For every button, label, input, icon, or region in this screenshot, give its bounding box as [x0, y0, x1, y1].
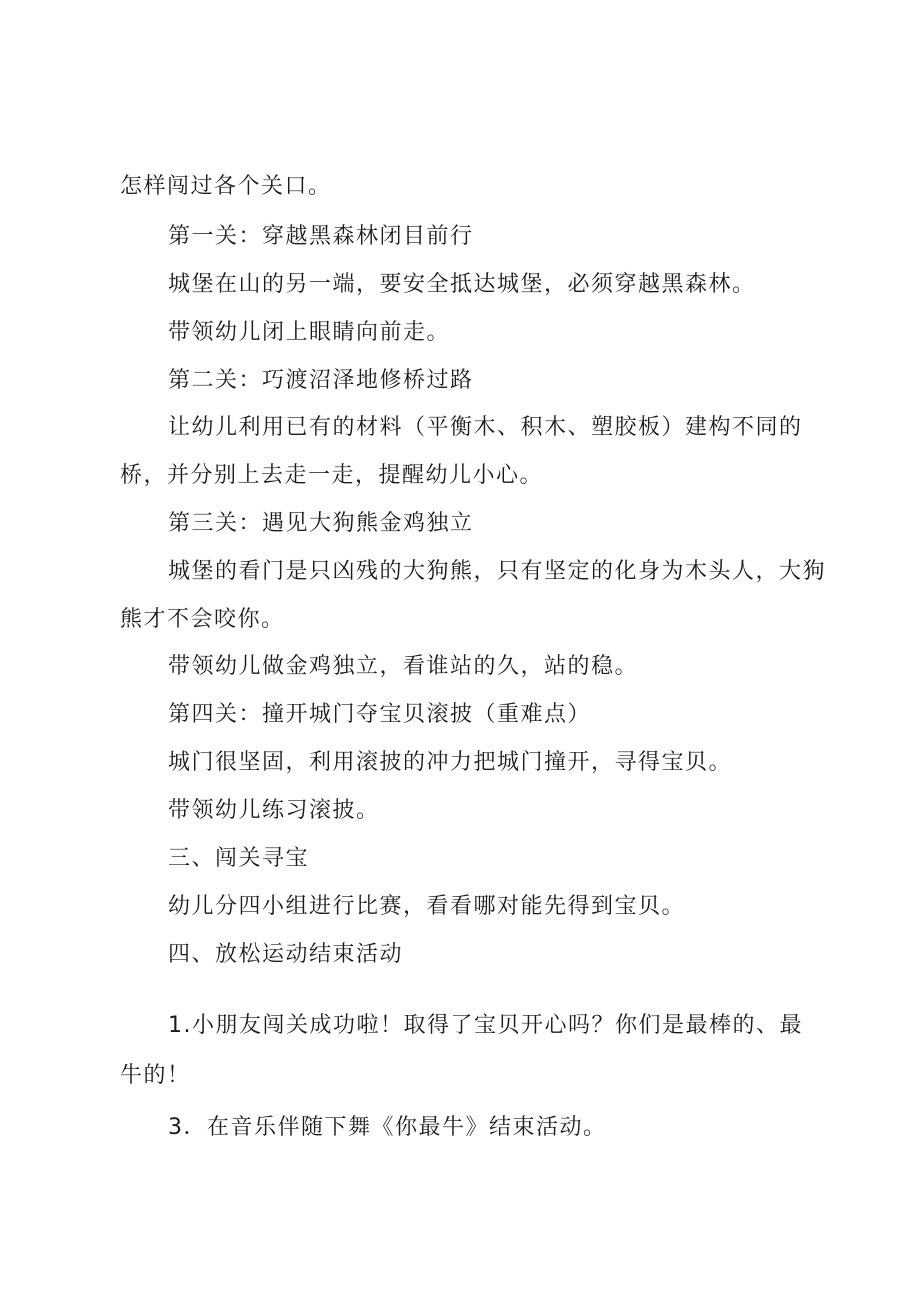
text-line: 桥，并分别上去走一走，提醒幼儿小心。 — [120, 463, 544, 488]
list-item: 3．在音乐伴随下舞《你最牛》结束活动。 — [168, 1115, 607, 1140]
section-heading: 第三关：遇见大狗熊金鸡独立 — [168, 511, 474, 536]
section-heading: 第一关：穿越黑森林闭目前行 — [168, 224, 474, 249]
text-line: 熊才不会咬你。 — [120, 607, 285, 632]
text-line: 城堡的看门是只凶残的大狗熊，只有坚定的化身为木头人，大狗 — [168, 559, 827, 584]
text-line: 怎样闯过各个关口。 — [120, 174, 332, 199]
section-heading: 第四关：撞开城门夺宝贝滚披（重难点） — [168, 702, 592, 727]
text-line: 带领幼儿做金鸡独立，看谁站的久，站的稳。 — [168, 654, 639, 679]
section-heading: 三、闯关寻宝 — [168, 846, 310, 871]
text-line: 让幼儿利用已有的材料（平衡木、积木、塑胶板）建构不同的 — [168, 415, 803, 440]
list-item: 1.小朋友闯关成功啦！取得了宝贝开心吗？你们是最棒的、最 — [168, 1013, 803, 1038]
section-heading: 第二关：巧渡沼泽地修桥过路 — [168, 368, 474, 393]
text-line: 城堡在山的另一端，要安全抵达城堡，必须穿越黑森林。 — [168, 272, 756, 297]
section-heading: 四、放松运动结束活动 — [168, 942, 404, 967]
text-line: 幼儿分四小组进行比赛，看看哪对能先得到宝贝。 — [168, 894, 686, 919]
text-line: 牛的！ — [120, 1063, 191, 1088]
text-line: 带领幼儿闭上眼睛向前走。 — [168, 320, 451, 345]
text-line: 带领幼儿练习滚披。 — [168, 798, 380, 823]
text-line: 城门很坚固，利用滚披的冲力把城门撞开，寻得宝贝。 — [168, 750, 733, 775]
